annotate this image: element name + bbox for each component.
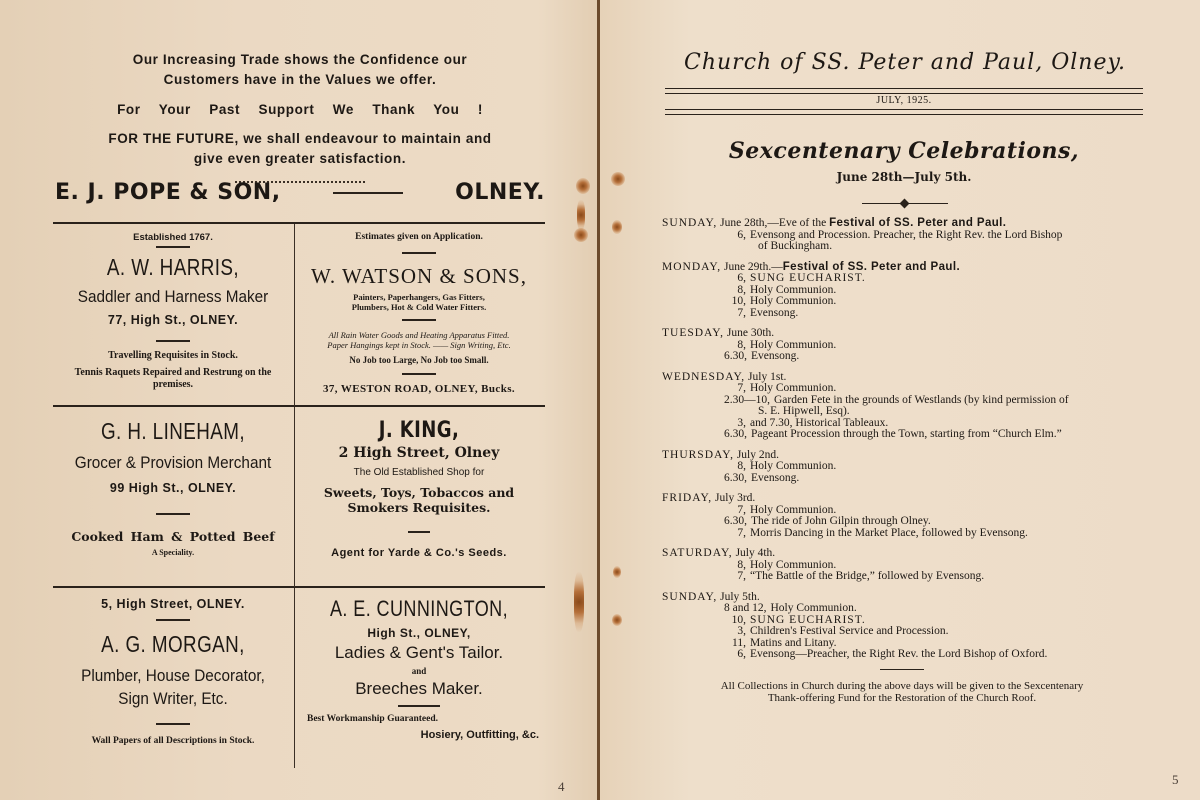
day-date: July 2nd. xyxy=(733,448,779,461)
day-heading xyxy=(662,450,1142,462)
rust-stain xyxy=(612,220,622,234)
event-time: 3, xyxy=(737,625,746,637)
and-label: and xyxy=(411,666,427,676)
event-time: 6.30, xyxy=(724,471,747,484)
collections-note: Thank-offering Fund for the Restoration of the Church Roof. xyxy=(767,691,1037,704)
speciality-label: A Speciality. xyxy=(151,548,195,557)
event-time: 10, xyxy=(731,613,746,626)
jobs-note: No Job too Large, No Job too Small. xyxy=(349,355,489,365)
business-name: J. KING, xyxy=(378,418,460,443)
event-time: 11, xyxy=(732,636,746,649)
event-text: Morris Dancing in the Market Place, followed by Evensong. xyxy=(750,526,1028,539)
day-heading xyxy=(662,493,1142,505)
trade: Breeches Maker. xyxy=(355,679,483,698)
ornament-divider xyxy=(862,203,948,204)
schedule-event xyxy=(662,296,1142,308)
italic-note: Paper Hangings kept in Stock. —— Sign Writing, Etc. xyxy=(327,340,511,350)
address: 5, High Street, OLNEY. xyxy=(101,597,245,611)
day-date: July 4th. xyxy=(732,547,776,559)
event-time: 7, xyxy=(737,526,746,539)
services: Painters, Paperhangers, Gas Fitters, xyxy=(353,292,485,302)
event-text: Holy Communion. xyxy=(750,558,837,571)
rust-stain xyxy=(574,228,588,242)
note: Hosiery, Outfitting, &c. xyxy=(420,729,539,741)
double-rule xyxy=(665,88,1143,94)
day-name: TUESDAY, xyxy=(662,327,725,339)
rule xyxy=(156,246,190,248)
schedule-event xyxy=(662,528,1142,540)
event-text-continued: S. E. Hipwell, Esq). xyxy=(758,405,850,417)
event-text: “The Battle of the Bridge,” followed by Evensong. xyxy=(750,570,985,582)
page-number-left: 4 xyxy=(558,779,565,794)
celebrations-title: Sexcentenary Celebrations, xyxy=(728,138,1080,164)
rule xyxy=(398,705,440,707)
event-time: 6, xyxy=(737,272,746,284)
day-date: June 30th. xyxy=(724,327,775,339)
day-heading xyxy=(662,262,1142,274)
address: 99 High St., OLNEY. xyxy=(109,481,237,495)
festival-label: Festival of SS. Peter and Paul. xyxy=(829,217,1007,229)
schedule-event xyxy=(662,626,1142,638)
event-text-continued: of Buckingham. xyxy=(758,240,833,252)
established: Established 1767. xyxy=(133,232,213,243)
day-date: July 3rd. xyxy=(712,492,756,504)
trade: Sign Writer, Etc. xyxy=(118,689,228,708)
business-name: A. G. MORGAN, xyxy=(101,631,245,657)
rule xyxy=(408,531,430,533)
address: 37, WESTON ROAD, OLNEY, Bucks. xyxy=(322,383,516,395)
dash-divider xyxy=(333,192,403,194)
schedule-event xyxy=(662,273,1142,285)
event-time: 2.30—10, xyxy=(724,393,770,406)
event-time: 8, xyxy=(737,460,746,472)
rule xyxy=(402,252,436,254)
page-number-right: 5 xyxy=(1172,772,1179,787)
rule xyxy=(156,513,190,515)
event-text: Evensong and Procession. Preacher, the Right Rev. the Lord Bishop xyxy=(750,228,1063,241)
event-text: Garden Fete in the grounds of Westlands (by kind permission of xyxy=(774,393,1069,406)
pope-banner xyxy=(55,180,545,205)
church-header: Church of SS. Peter and Paul, Olney. xyxy=(684,50,1126,75)
event-time: 7, xyxy=(737,382,746,394)
rust-stain xyxy=(612,614,622,626)
rule xyxy=(402,373,436,375)
day-name: SUNDAY, xyxy=(662,217,718,229)
event-text: Pageant Procession through the Town, starting from “Church Elm.” xyxy=(751,428,1062,440)
event-text: Evensong. xyxy=(750,306,799,319)
event-text: Holy Communion. xyxy=(770,602,857,614)
event-text: Matins and Litany. xyxy=(750,636,837,649)
column-rule xyxy=(294,588,295,768)
schedule-day xyxy=(662,372,1142,441)
schedule-event xyxy=(662,230,1142,253)
advert-cunnington xyxy=(299,596,539,741)
note: Wall Papers of all Descriptions in Stock. xyxy=(91,736,255,746)
italic-note: All Rain Water Goods and Heating Apparatus Fitted. xyxy=(328,330,510,340)
rust-stain xyxy=(613,566,621,578)
schedule-event xyxy=(662,429,1142,441)
event-time: 7, xyxy=(737,503,746,516)
estimates: Estimates given on Application. xyxy=(355,232,483,242)
schedule-event xyxy=(662,649,1142,661)
day-name: SUNDAY, xyxy=(662,590,718,603)
event-text: Holy Communion. xyxy=(750,460,837,472)
event-time: 3, xyxy=(737,416,746,429)
business-name: A. E. CUNNINGTON, xyxy=(329,596,509,621)
event-text: Children's Festival Service and Procession. xyxy=(750,625,949,637)
intro-line: Customers have in the Values we offer. xyxy=(163,72,437,87)
schedule-day xyxy=(662,262,1142,320)
day-date: June 29th.— xyxy=(721,260,783,273)
event-time: 6, xyxy=(737,228,746,241)
day-name: SATURDAY, xyxy=(662,547,733,559)
event-text: Evensong. xyxy=(751,471,800,484)
advert-morgan xyxy=(53,597,293,747)
double-rule xyxy=(665,109,1143,115)
celebrations-dates: June 28th—July 5th. xyxy=(836,170,972,184)
event-time: 8, xyxy=(737,338,746,351)
schedule-event xyxy=(662,351,1142,363)
day-heading xyxy=(662,372,1142,384)
intro-text xyxy=(50,50,550,185)
schedule-event xyxy=(662,308,1142,320)
event-time: 6.30, xyxy=(724,350,747,362)
event-text: Evensong. xyxy=(751,350,800,362)
address: 77, High St., OLNEY. xyxy=(107,313,239,327)
event-time: 6, xyxy=(737,648,746,660)
event-text: SUNG EUCHARIST. xyxy=(750,272,866,284)
event-time: 8, xyxy=(737,558,746,571)
rule xyxy=(156,723,190,725)
address: High St., OLNEY, xyxy=(367,626,471,640)
rule xyxy=(53,405,545,407)
event-text: Evensong—Preacher, the Right Rev. the Lord Bishop of Oxford. xyxy=(750,648,1048,660)
event-time: 8, xyxy=(737,283,746,296)
event-time: 10, xyxy=(731,295,746,307)
issue-date: JULY, 1925. xyxy=(876,95,932,106)
address: 2 High Street, Olney xyxy=(338,445,500,461)
services: Plumbers, Hot & Cold Water Fitters. xyxy=(351,302,487,312)
rust-stain xyxy=(576,178,590,194)
schedule-day xyxy=(662,548,1142,583)
event-text: Holy Communion. xyxy=(750,295,837,307)
schedule-day xyxy=(662,592,1142,661)
rule xyxy=(156,340,190,342)
festival-label: Festival of SS. Peter and Paul. xyxy=(782,260,961,273)
rust-stain xyxy=(574,572,584,632)
goods: Sweets, Toys, Tobaccos and xyxy=(323,485,515,500)
rule xyxy=(53,222,545,224)
event-text: The ride of John Gilpin through Olney. xyxy=(751,515,931,527)
goods: Smokers Requisites. xyxy=(347,500,491,515)
event-time: 7, xyxy=(737,570,746,582)
day-heading xyxy=(662,548,1142,560)
schedule-day xyxy=(662,218,1142,253)
note: Tennis Raquets Repaired and Restrung on the premises. xyxy=(74,367,272,390)
advert-watson xyxy=(299,232,539,395)
intro-line: Our Increasing Trade shows the Confidence our xyxy=(132,52,468,67)
event-text: Holy Communion. xyxy=(750,503,837,516)
schedule-event xyxy=(662,395,1142,418)
future-line: give even greater satisfaction. xyxy=(193,151,407,166)
day-name: THURSDAY, xyxy=(662,448,734,461)
trade: Saddler and Harness Maker xyxy=(77,287,269,306)
agent-note: Agent for Yarde & Co.'s Seeds. xyxy=(331,547,507,559)
thanks-line: For Your Past Support We Thank You ! xyxy=(117,102,483,117)
event-time: 7, xyxy=(737,306,746,319)
business-name: A. W. HARRIS, xyxy=(106,254,240,280)
rust-stain xyxy=(577,200,585,230)
schedule-day xyxy=(662,493,1142,539)
day-name: WEDNESDAY, xyxy=(662,370,746,383)
event-text: Holy Communion. xyxy=(750,338,837,351)
event-time: 6.30, xyxy=(724,428,747,440)
day-heading xyxy=(662,328,1142,340)
event-text: Holy Communion. xyxy=(750,283,837,296)
business-name: G. H. LINEHAM, xyxy=(100,418,246,444)
event-text: SUNG EUCHARIST. xyxy=(750,613,866,626)
event-time: 6.30, xyxy=(724,515,747,527)
day-date: July 1st. xyxy=(745,370,787,383)
schedule-event xyxy=(662,461,1142,473)
advert-harris xyxy=(53,232,293,391)
business-name: W. WATSON & SONS, xyxy=(311,264,527,288)
schedule-day xyxy=(662,450,1142,485)
page-gutter xyxy=(597,0,600,800)
day-date: July 5th. xyxy=(717,590,760,603)
rule xyxy=(402,319,436,321)
trade: Grocer & Provision Merchant xyxy=(74,453,272,472)
pope-name: E. J. POPE & SON, xyxy=(55,180,281,205)
advert-king xyxy=(299,418,539,559)
schedule xyxy=(662,218,1142,704)
rule xyxy=(156,619,190,621)
schedule-event xyxy=(662,571,1142,583)
schedule-day xyxy=(662,328,1142,363)
rust-stain xyxy=(611,172,625,186)
event-text: and 7.30, Historical Tableaux. xyxy=(750,416,889,429)
note: Travelling Requisites in Stock. xyxy=(108,350,238,361)
pope-town: OLNEY. xyxy=(455,180,545,205)
day-name: FRIDAY, xyxy=(662,492,713,504)
rule xyxy=(53,586,545,588)
note: Best Workmanship Guaranteed. xyxy=(307,714,438,724)
column-rule xyxy=(294,407,295,587)
event-text: Holy Communion. xyxy=(750,382,837,394)
schedule-event xyxy=(662,603,1142,615)
future-line: FOR THE FUTURE, we shall endeavour to maintain and xyxy=(108,131,492,146)
trade: Ladies & Gent's Tailor. xyxy=(334,643,504,662)
trade: Plumber, House Decorator, xyxy=(81,666,265,685)
day-date: June 28th,—Eve of the xyxy=(717,217,830,229)
collections-note: All Collections in Church during the above days will be given to the Sexcentenary xyxy=(720,679,1084,692)
event-time: 8 and 12, xyxy=(724,602,767,614)
rule xyxy=(880,669,924,670)
shop-label: The Old Established Shop for xyxy=(353,467,485,478)
day-name: MONDAY, xyxy=(662,260,722,273)
column-rule xyxy=(294,224,295,406)
advert-lineham xyxy=(53,418,293,557)
speciality-item: Cooked Ham & Potted Beef xyxy=(71,529,275,544)
schedule-event xyxy=(662,473,1142,485)
